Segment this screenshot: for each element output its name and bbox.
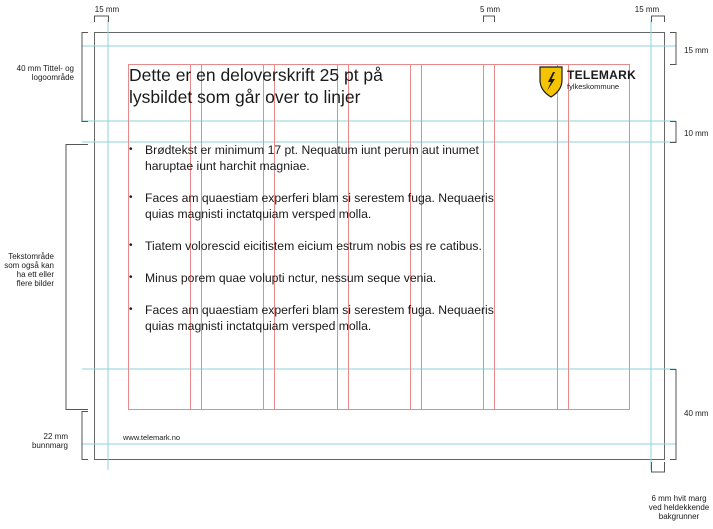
dim-right-bottom: 40 mm (684, 409, 709, 418)
dim-right-footnote: 6 mm hvit marg ved heldekkende bakgrunner (648, 494, 710, 521)
dim-top-mid: 5 mm (480, 5, 500, 14)
bullet-dot-icon: • (129, 192, 133, 203)
footer-url: www.telemark.no (123, 433, 181, 442)
bullet-item: • Faces am quaestiam experferi blam si serestem fuga. Nequaeris quias magnisti inctatquiam versped molla. (129, 191, 494, 221)
slide-title: Dette er en deloverskrift 25 pt på lysbildet som går over to linjer (129, 65, 383, 107)
bullet-item: • Faces am quaestiam experferi blam si serestem fuga. Nequaeris quias magnisti inctatquiam versped molla. (129, 303, 494, 333)
left-brackets (66, 33, 88, 460)
dim-right-top: 15 mm (684, 46, 709, 55)
dim-top-left: 15 mm (94, 5, 120, 14)
dim-left-text-area: Tekstområde som også kan ha ett eller flere bilder (4, 252, 54, 288)
bullet-dot-icon: • (129, 144, 133, 155)
bullet-dot-icon: • (129, 304, 133, 315)
dim-right-mid: 10 mm (684, 129, 709, 138)
logo-name: TELEMARK (567, 68, 637, 82)
logo-subtitle: fylkeskommune (567, 82, 620, 91)
bullet-item: • Tiatem volorescid eicitistem eicium estrum nobis es re catibus. (129, 239, 482, 253)
dim-left-title-area: 40 mm Tittel- og logoområde (16, 64, 74, 82)
bullet-dot-icon: • (129, 272, 133, 283)
right-brackets (652, 33, 677, 473)
bullet-dot-icon: • (129, 240, 133, 251)
dim-left-bottom-margin: 22 mm bunnmarg (31, 432, 68, 450)
top-brackets (95, 16, 665, 22)
telemark-logo (539, 66, 639, 100)
bullet-list (127, 142, 517, 350)
shield-icon (539, 66, 563, 98)
dim-top-right: 15 mm (634, 5, 660, 14)
bullet-item: • Brødtekst er minimum 17 pt. Nequatum iunt perum aut inumet haruptae iunt harchit magniae. (129, 143, 479, 173)
bullet-item: • Minus porem quae volupti nctur, nessum seque venia. (129, 271, 437, 285)
